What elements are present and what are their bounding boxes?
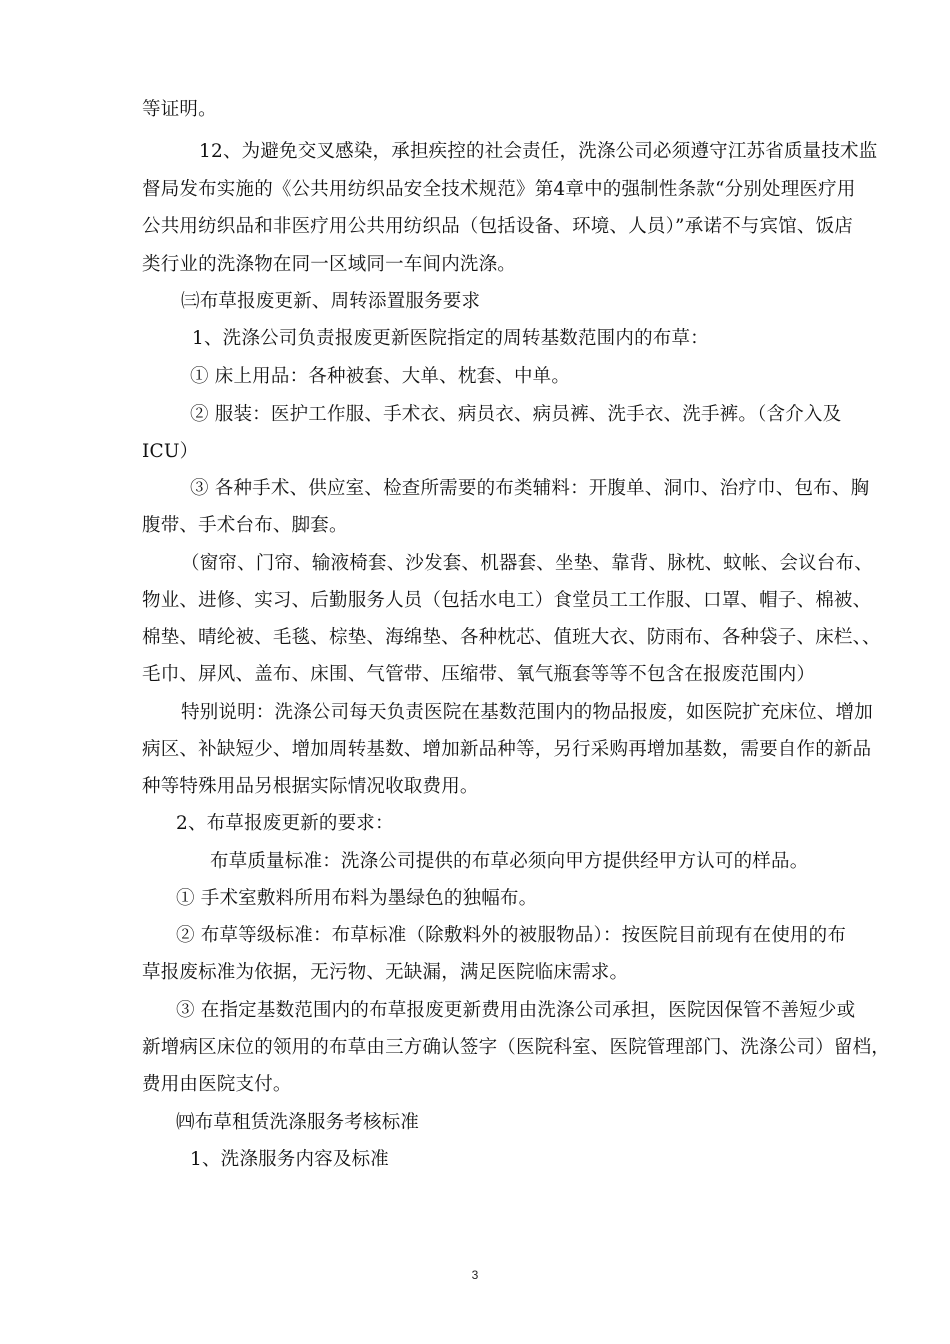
- paragraph-line: （窗帘、门帘、输液椅套、沙发套、机器套、坐垫、靠背、脉枕、蚊帐、会议台布、: [181, 553, 873, 574]
- list-item: ② 布草等级标准：布草标准（除敷料外的被服物品）：按医院目前现有在使用的布: [176, 925, 847, 946]
- paragraph-line: 新增病区床位的领用的布草由三方确认签字（医院科室、医院管理部门、洗涤公司）留档，: [142, 1037, 891, 1058]
- paragraph-line: 公共用纺织品和非医疗用公共用纺织品（包括设备、环境、人员）”承诺不与宾馆、饭店: [142, 216, 854, 237]
- page-number: 3: [471, 1268, 479, 1282]
- list-item: ① 手术室敷料所用布料为墨绿色的独幅布。: [176, 888, 538, 909]
- paragraph-line: 费用由医院支付。: [142, 1074, 292, 1095]
- paragraph-line: 物业、进修、实习、后勤服务人员（包括水电工）食堂员工工作服、口罩、帽子、棉被、: [142, 590, 872, 611]
- paragraph-line: 病区、补缺短少、增加周转基数、增加新品种等，另行采购再增加基数，需要自作的新品: [142, 739, 872, 760]
- paragraph-line: 类行业的洗涤物在同一区域同一车间内洗涤。: [142, 254, 517, 275]
- paragraph-line: 特别说明：洗涤公司每天负责医院在基数范围内的物品报废，如医院扩充床位、增加: [181, 702, 873, 723]
- paragraph-line: 12、为避免交叉感染，承担疾控的社会责任，洗涤公司必须遵守江苏省质量技术监: [199, 141, 878, 162]
- list-item: ③ 各种手术、供应室、检查所需要的布类辅料：开腹单、洞巾、治疗巾、包布、胸: [190, 478, 870, 499]
- paragraph-line: 种等特殊用品另根据实际情况收取费用。: [142, 776, 479, 797]
- paragraph-line: ICU）: [142, 441, 199, 462]
- paragraph-line: 腹带、手术台布、脚套。: [142, 515, 348, 536]
- paragraph-line: 棉垫、晴纶被、毛毯、棕垫、海绵垫、各种枕芯、值班大衣、防雨布、各种袋子、床栏、、: [142, 627, 881, 648]
- section-heading: ㈣布草租赁洗涤服务考核标准: [176, 1112, 420, 1133]
- paragraph-line: 2、布草报废更新的要求：: [176, 813, 394, 834]
- paragraph-line: 草报废标准为依据，无污物、无缺漏，满足医院临床需求。: [142, 962, 629, 983]
- paragraph-line: 布草质量标准：洗涤公司提供的布草必须向甲方提供经甲方认可的样品。: [210, 851, 809, 872]
- paragraph-line: 毛巾、屏风、盖布、床围、气管带、压缩带、氧气瓶套等等不包含在报废范围内）: [142, 664, 816, 685]
- list-item: ① 床上用品：各种被套、大单、枕套、中单。: [190, 366, 571, 387]
- paragraph-line: 1、洗涤服务内容及标准: [190, 1149, 389, 1170]
- paragraph-line: 等证明。: [142, 99, 217, 120]
- section-heading: ㈢布草报废更新、周转添置服务要求: [181, 291, 481, 312]
- paragraph-line: 1、洗涤公司负责报废更新医院指定的周转基数范围内的布草：: [192, 328, 709, 349]
- list-item: ② 服装：医护工作服、手术衣、病员衣、病员裤、洗手衣、洗手裤。（含介入及: [190, 404, 842, 425]
- list-item: ③ 在指定基数范围内的布草报废更新费用由洗涤公司承担，医院因保管不善短少或: [176, 1000, 856, 1021]
- paragraph-line: 督局发布实施的《公共用纺织品安全技术规范》第4章中的强制性条款“分别处理医疗用: [142, 179, 856, 200]
